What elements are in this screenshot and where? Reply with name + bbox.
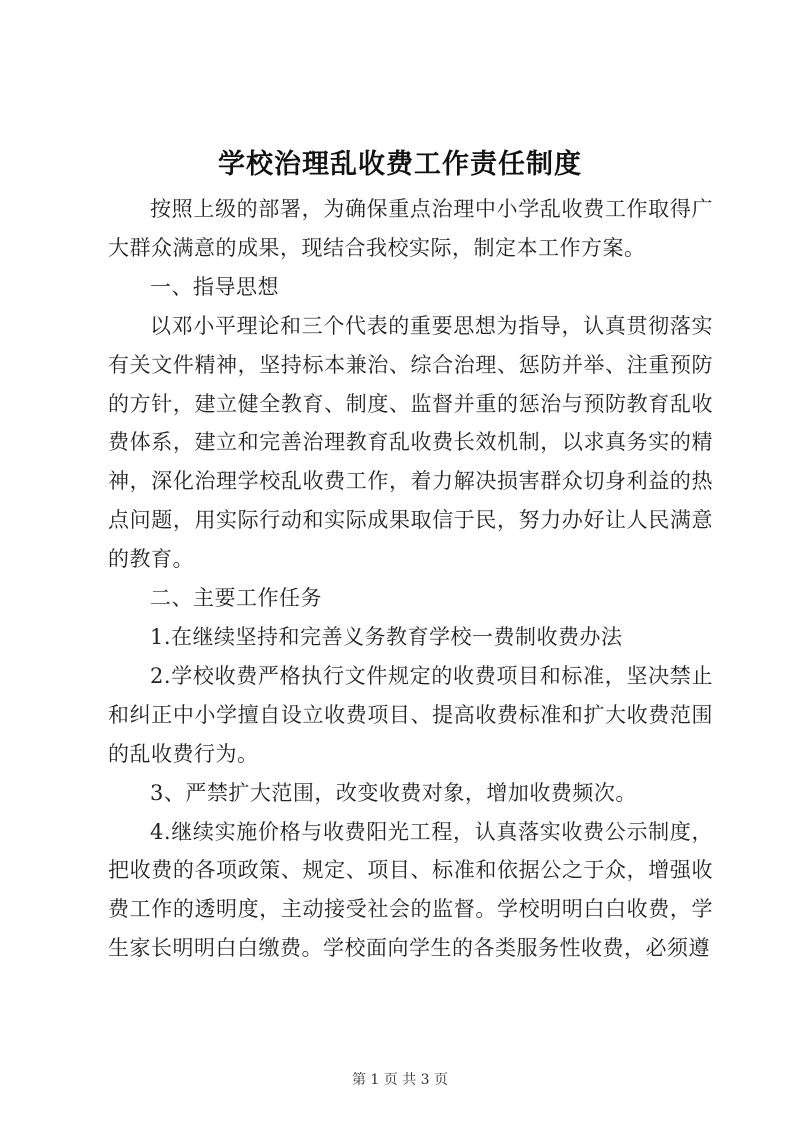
task-item-3: 3、严禁扩大范围，改变收费对象，增加收费频次。 — [150, 780, 637, 805]
document-title: 学校治理乱收费工作责任制度 — [218, 149, 582, 180]
task-item-2: 2.学校收费严格执行文件规定的收费项目和标准，坚决禁止和纠正中小学擅自设立收费项目、提高收费标准和扩大收费范围的乱收费行为。 — [108, 663, 713, 766]
intro-paragraph: 按照上级的部署，为确保重点治理中小学乱收费工作取得广大群众满意的成果，现结合我校实际，制定本工作方案。 — [108, 197, 713, 260]
task-item-4: 4.继续实施价格与收费阳光工程，认真落实收费公示制度，把收费的各项政策、规定、项目、标准和依据公之于众，增强收费工作的透明度，主动接受社会的监督。学校明明白白收费，学生家长明明白白缴费。学校面向学生的各类服务性收费，必须遵 — [108, 819, 713, 961]
task-item-1: 1.在继续坚持和完善义务教育学校一费制收费办法 — [150, 624, 623, 649]
guiding-ideology-paragraph: 以邓小平理论和三个代表的重要思想为指导，认真贯彻落实有关文件精神，坚持标本兼治、综合治理、惩防并举、注重预防的方针，建立健全教育、制度、监督并重的惩治与预防教育乱收费体系，建立和完善治理教育乱收费长效机制，以求真务实的精神，深化治理学校乱收费工作，着力解决损害群众切身利益的热点问题，用实际行动和实际成果取信于民，努力办好让人民满意的教育。 — [108, 313, 713, 572]
section-heading-guiding-ideology: 一、指导思想 — [150, 274, 279, 299]
document-body — [108, 190, 713, 968]
section-heading-main-tasks: 二、主要工作任务 — [150, 586, 322, 611]
page-footer: 第 1 页 共 3 页 — [351, 1072, 449, 1088]
